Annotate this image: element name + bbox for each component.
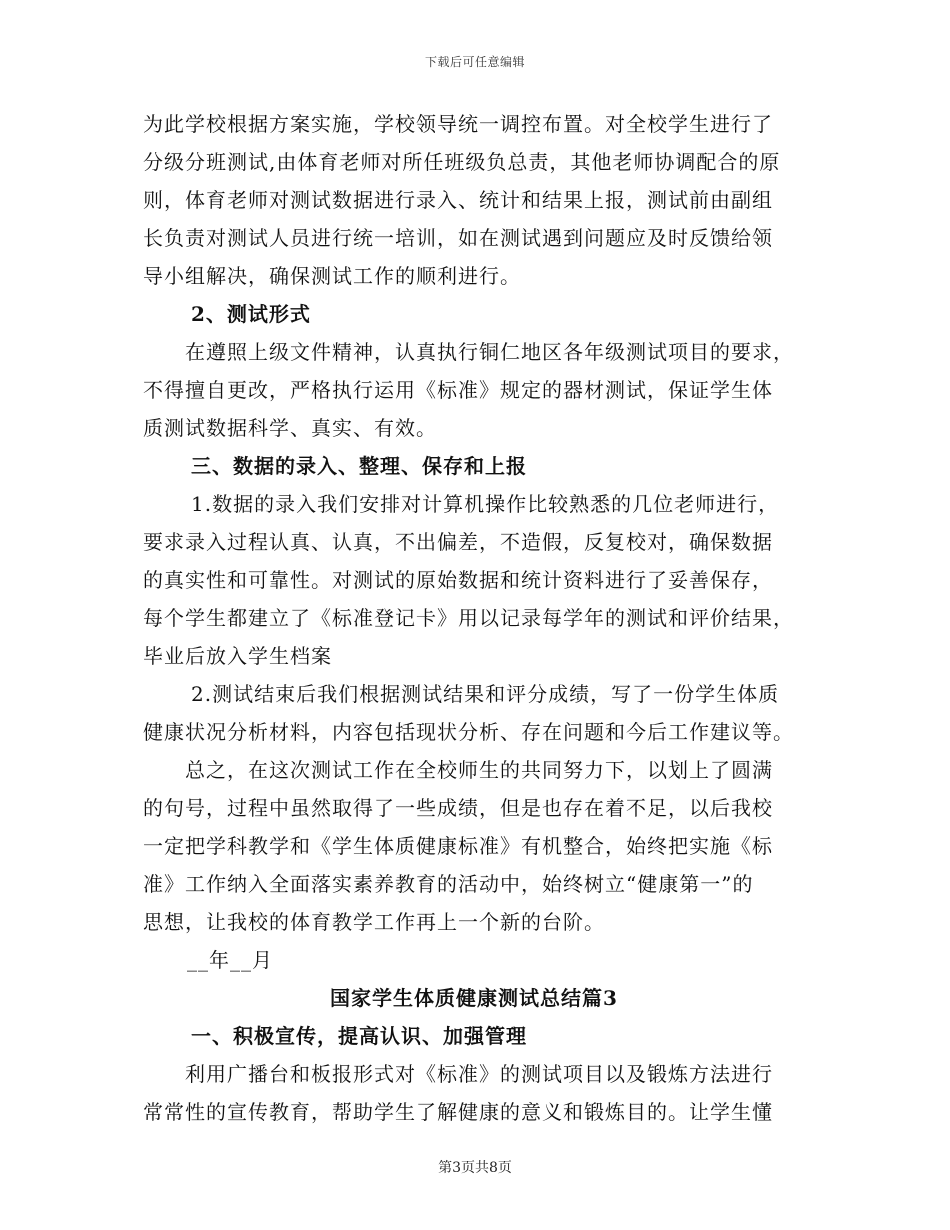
text-line: 在遵照上级文件精神，认真执行铜仁地区各年级测试项目的要求， <box>185 340 794 364</box>
text-line: 每个学生都建立了《标准登记卡》用以记录每学年的测试和评价结果， <box>143 606 794 630</box>
text-line: 不得擅自更改，严格执行运用《标准》规定的器材测试，保证学生体 <box>143 378 773 402</box>
text-line: 常常性的宣传教育，帮助学生了解健康的意义和锻炼目的。让学生懂 <box>143 1100 773 1124</box>
text-line: 利用广播台和板报形式对《标准》的测试项目以及锻炼方法进行 <box>185 1062 773 1086</box>
text-line: 长负责对测试人员进行统一培训，如在测试遇到问题应及时反馈给领 <box>143 226 773 250</box>
paragraph <box>143 1055 805 1131</box>
text-line: 总之，在这次测试工作在全校师生的共同努力下，以划上了圆满 <box>185 758 773 782</box>
paragraph <box>143 675 805 751</box>
paragraph <box>143 751 805 941</box>
text-line: 要求录入过程认真、认真，不出偏差，不造假，反复校对，确保数据 <box>143 530 773 554</box>
section-heading: 一、积极宣传，提高认识、加强管理 <box>191 1024 527 1048</box>
section-heading: 三、数据的录入、整理、保存和上报 <box>191 454 527 478</box>
text-line: 思想，让我校的体育教学工作再上一个新的台阶。 <box>143 910 605 934</box>
text-line: 为此学校根据方案实施，学校领导统一调控布置。对全校学生进行了 <box>143 112 773 136</box>
text-line: 一定把学科教学和《学生体质健康标准》有机整合，始终把实施《标 <box>143 834 773 858</box>
text-line: 健康状况分析材料，内容包括现状分析、存在问题和今后工作建议等。 <box>143 720 794 744</box>
section-title: 国家学生体质健康测试总结篇3 <box>330 986 618 1010</box>
text-line: 准》工作纳入全面落实素养教育的活动中，始终树立“健康第一”的 <box>143 872 754 896</box>
paragraph <box>143 333 805 447</box>
date-line: __年__月 <box>187 948 273 972</box>
text-line: 导小组解决，确保测试工作的顺利进行。 <box>143 264 521 288</box>
text-line: 的句号，过程中虽然取得了一些成绩，但是也存在着不足，以后我校 <box>143 796 773 820</box>
paragraph <box>143 105 805 295</box>
paragraph <box>143 485 805 675</box>
document-body <box>143 105 805 1131</box>
text-line: 2.测试结束后我们根据测试结果和评分成绩，写了一份学生体质 <box>191 682 780 706</box>
text-line: 毕业后放入学生档案 <box>143 644 332 668</box>
section-heading: 2、测试形式 <box>191 302 311 326</box>
page-header: 下载后可任意编辑 <box>424 55 525 69</box>
text-line: 质测试数据科学、真实、有效。 <box>143 416 437 440</box>
text-line: 分级分班测试,由体育老师对所任班级负总责，其他老师协调配合的原 <box>143 150 781 174</box>
text-line: 1.数据的录入我们安排对计算机操作比较熟悉的几位老师进行， <box>191 492 780 516</box>
page-footer: 第3页共8页 <box>438 1160 512 1176</box>
text-line: 的真实性和可靠性。对测试的原始数据和统计资料进行了妥善保存， <box>143 568 773 592</box>
text-line: 则，体育老师对测试数据进行录入、统计和结果上报，测试前由副组 <box>143 188 773 212</box>
